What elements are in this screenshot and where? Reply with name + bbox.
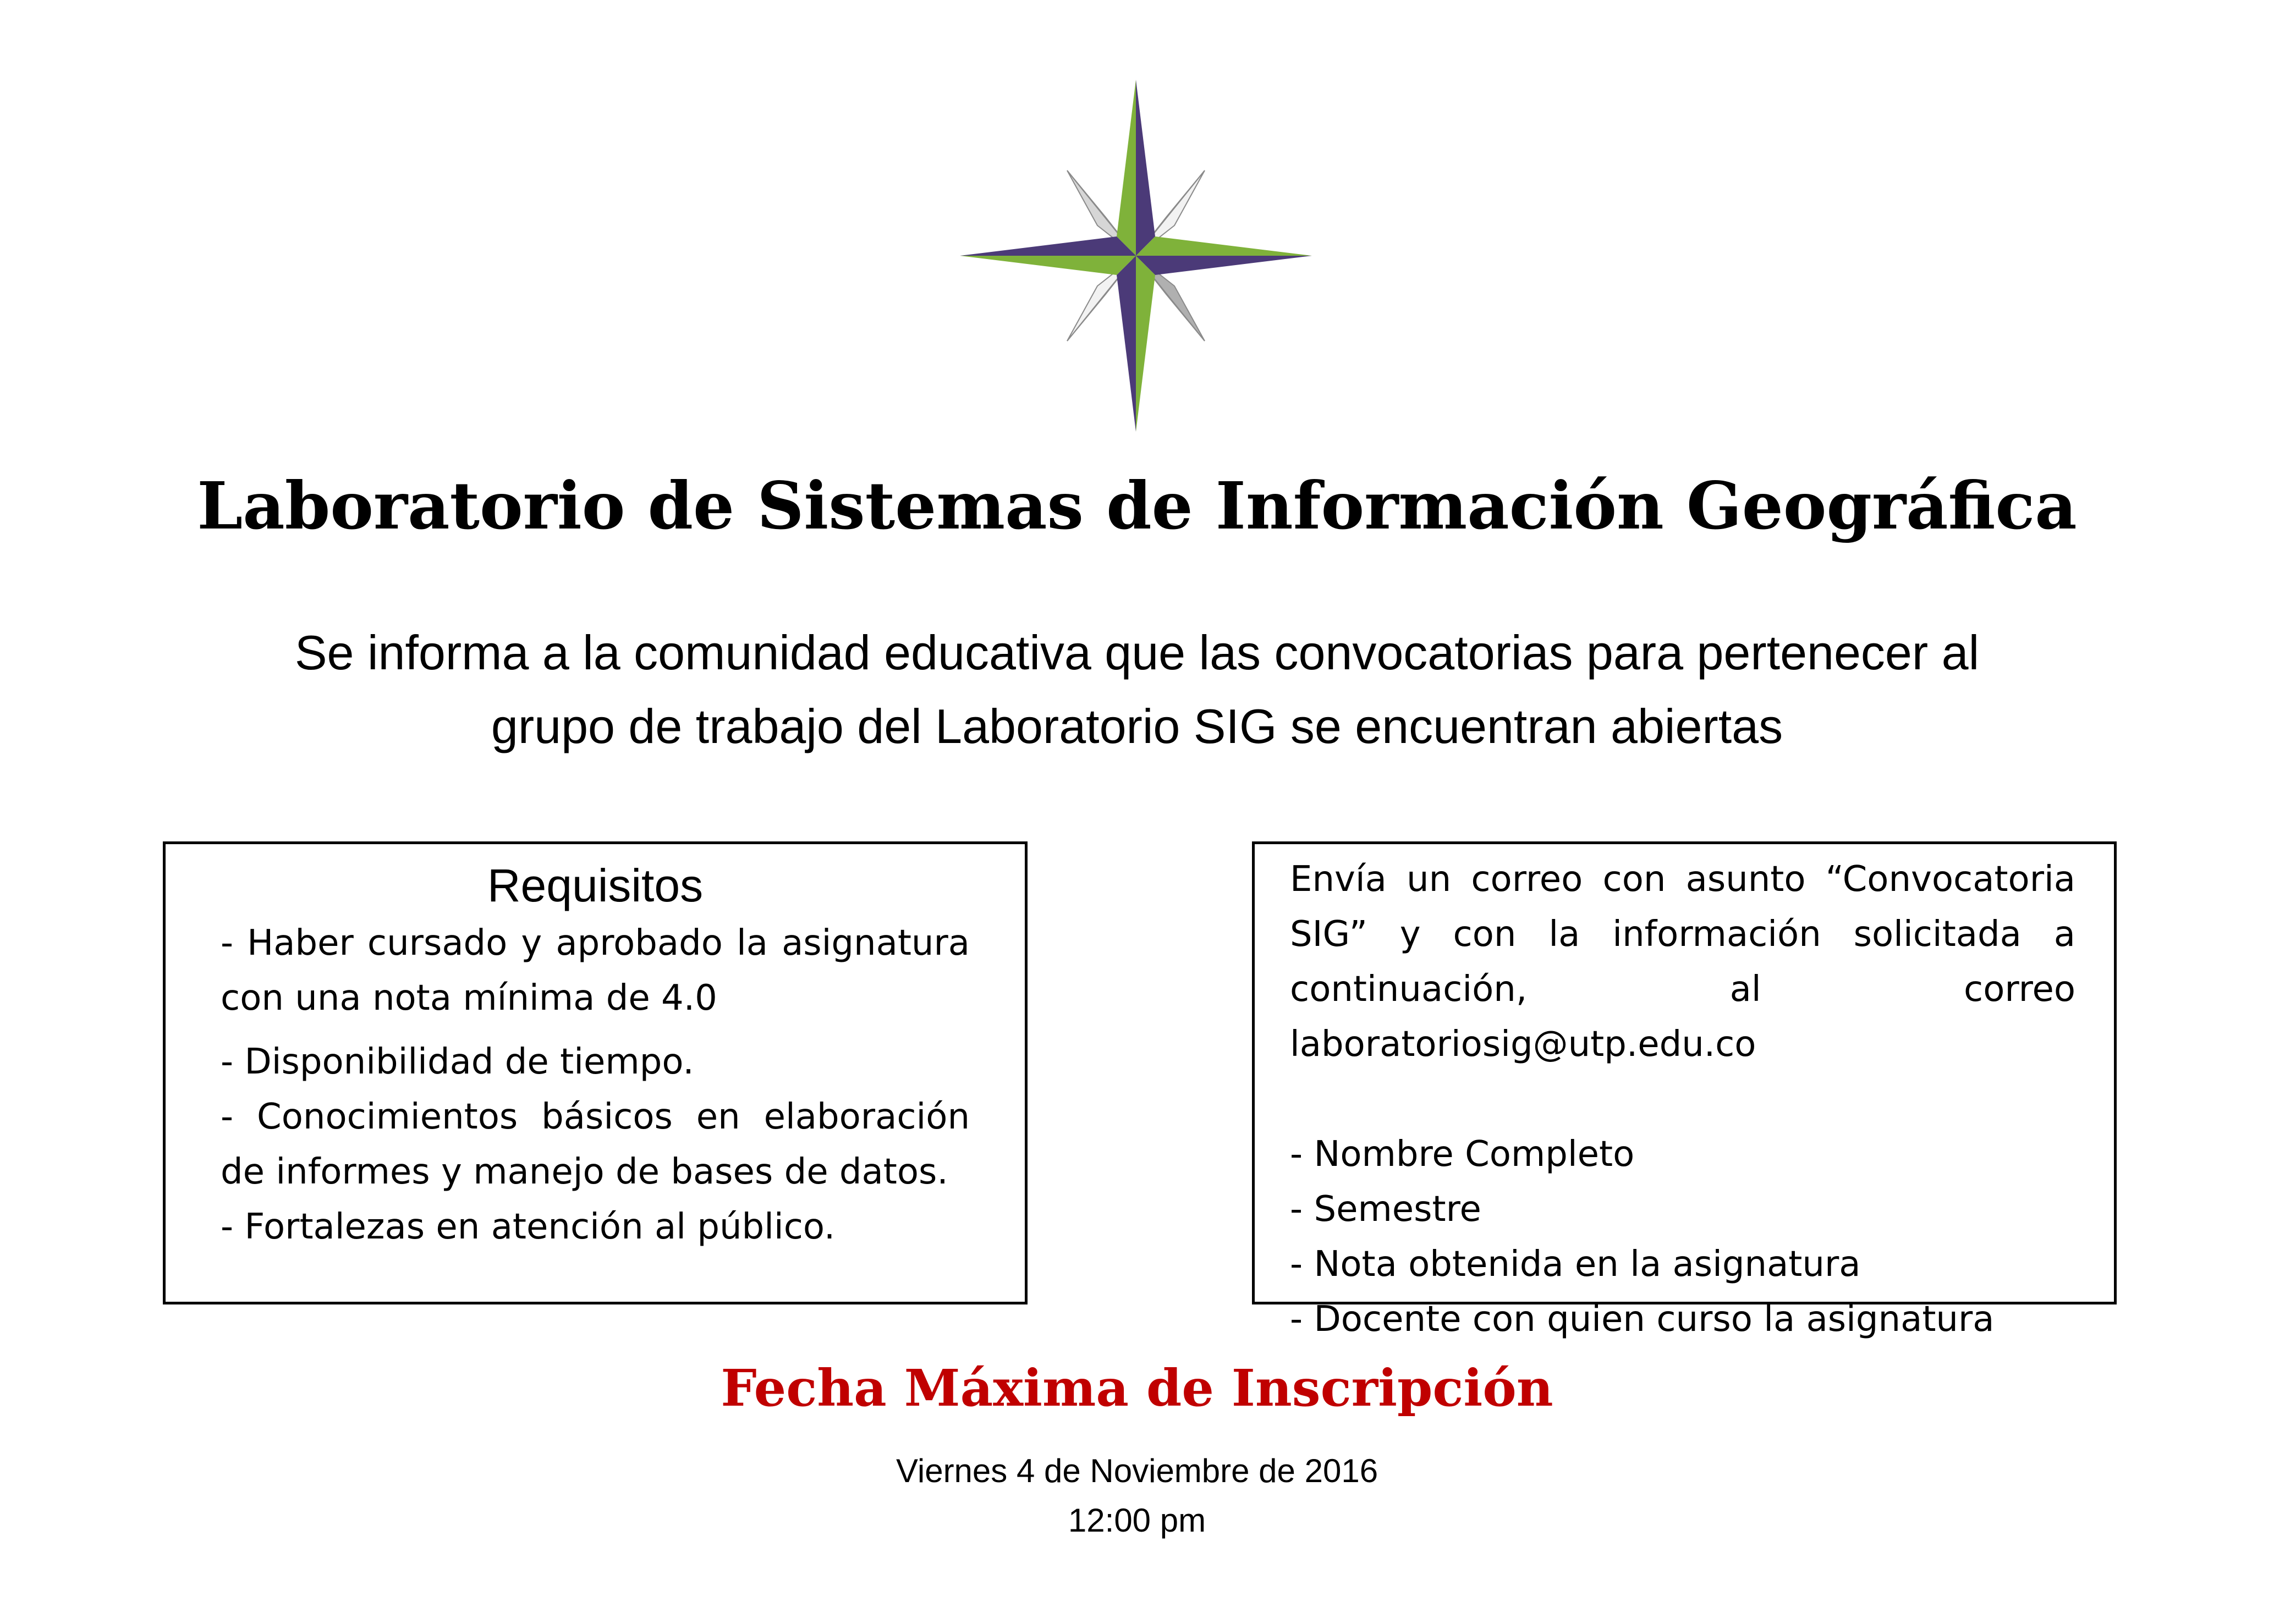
page-title: Laboratorio de Sistemas de Información Geográfica [197,467,2077,544]
application-box [1252,841,2117,1340]
requirement-item: - Fortalezas en atención al público. [221,1207,836,1247]
application-field-item: - Nota obtenida en la asignatura [1290,1244,1861,1285]
application-instructions: Envía un correo con asunto “Convocatoria SIG” y con la información solicitada a continuación, al correo laboratoriosig@utp.edu.co [1290,859,2075,1065]
requirement-item: - Haber cursado y aprobado la asignatura con una nota mínima de 4.0 [221,923,970,1019]
application-field-item: - Docente con quien curso la asignatura [1290,1299,1995,1340]
application-field-item: - Nombre Completo [1290,1134,1635,1175]
application-field-item: - Semestre [1290,1189,1481,1230]
requirements-list [166,916,1025,1254]
requirements-heading: Requisitos [487,860,704,911]
requirements-box [163,841,1028,1304]
deadline-title: Fecha Máxima de Inscripción [721,1358,1553,1418]
application-content [1255,844,2114,1347]
intro-text [165,616,2109,763]
requirement-item: - Disponibilidad de tiempo. [221,1042,694,1082]
compass-rose-icon [957,77,1315,434]
intro-line-2: grupo de trabajo del Laboratorio SIG se encuentran abiertas [491,699,1783,753]
intro-line-1: Se informa a la comunidad educativa que las convocatorias para pertenecer al [294,625,1980,680]
deadline-date: Viernes 4 de Noviembre de 2016 [896,1452,1378,1489]
requirement-item: - Conocimientos básicos en elaboración de informes y manejo de bases de datos. [221,1097,970,1192]
deadline-time: 12:00 pm [1068,1502,1206,1539]
application-fields [1290,1127,2075,1347]
